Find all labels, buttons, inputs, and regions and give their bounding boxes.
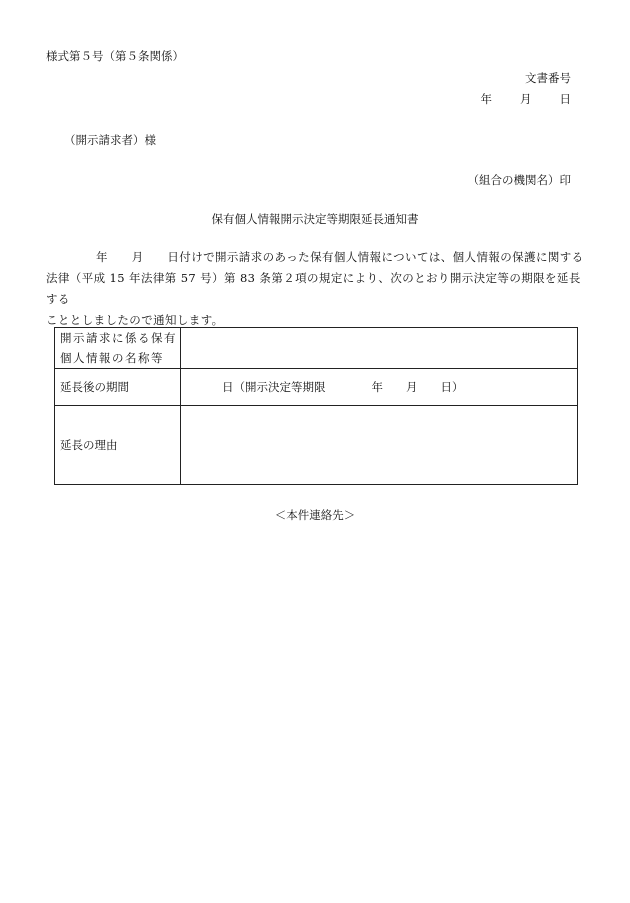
info-name-label — [55, 328, 181, 369]
document-number-label: 文書番号 — [525, 71, 571, 85]
form-number: 様式第５号（第５条関係） — [46, 49, 184, 63]
table-row — [55, 328, 578, 369]
date-line — [481, 91, 572, 107]
contact-heading: ＜本件連絡先＞ — [274, 508, 356, 522]
extension-reason-value — [181, 406, 578, 485]
date-month: 月 — [520, 92, 532, 106]
info-name-value — [181, 328, 578, 369]
body-line-1: 年 月 日付けで開示請求のあった保有個人情報については、個人情報の保護に関する — [96, 250, 584, 264]
info-name-label-line-1: 開示請求に係る保有 — [60, 331, 177, 345]
extension-period-text: 日（開示決定等期限 年 月 日） — [222, 380, 464, 394]
document-title: 保有個人情報開示決定等期限延長通知書 — [211, 212, 419, 226]
body-paragraph — [46, 247, 584, 331]
extension-period-label: 延長後の期間 — [55, 369, 181, 406]
date-year: 年 — [480, 92, 492, 106]
table-row — [55, 369, 578, 406]
table-row — [55, 406, 578, 485]
info-name-label-line-2: 個人情報の名称等 — [60, 351, 164, 365]
date-day: 日 — [559, 92, 571, 106]
body-line-2: 法律（平成 15 年法律第 57 号）第 83 条第２項の規定により、次のとおり開示決定等の期限を延長する — [46, 271, 581, 306]
extension-reason-label: 延長の理由 — [55, 406, 181, 485]
requester-name: （開示請求者）様 — [64, 133, 156, 147]
organization-seal: （組合の機関名）印 — [467, 173, 571, 187]
info-table — [54, 327, 578, 485]
body-line-3: こととしましたので通知します。 — [46, 313, 224, 327]
extension-period-value — [181, 369, 578, 406]
